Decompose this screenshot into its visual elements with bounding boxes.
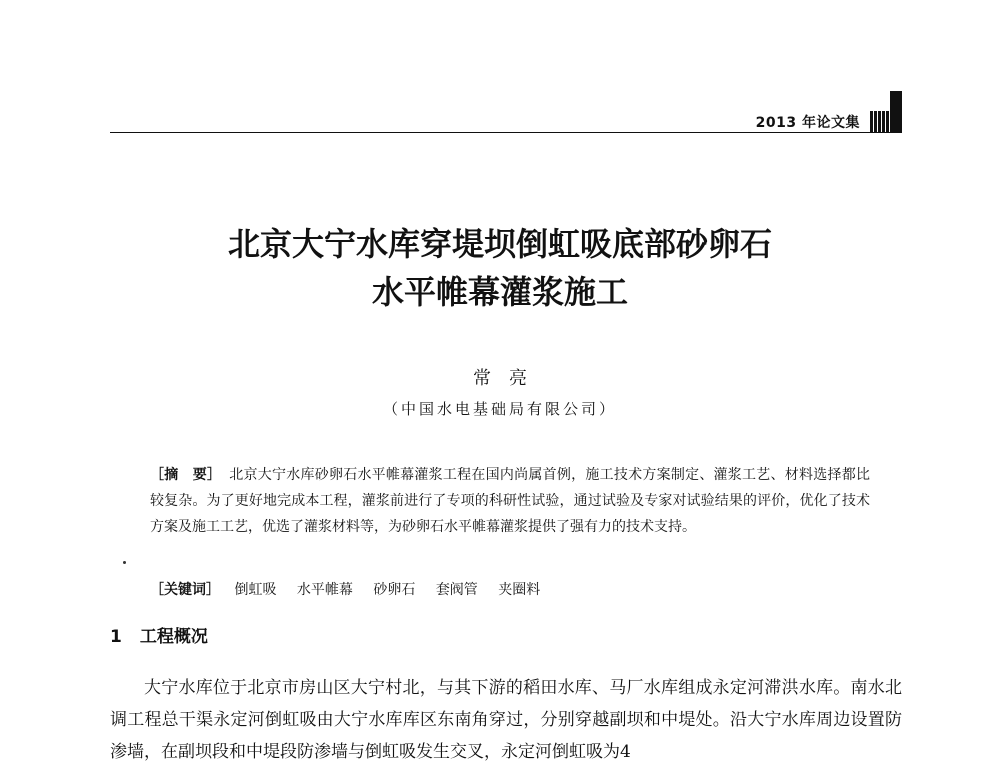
section-heading (110, 622, 208, 647)
author-name: 常亮 (473, 368, 545, 389)
section-title: 工程概况 (139, 627, 208, 647)
abstract-label: ［摘 要］ (150, 467, 222, 483)
keyword-item: 倒虹吸 (234, 582, 277, 598)
keywords (150, 579, 870, 601)
section-number: 1 (110, 627, 122, 647)
body-paragraph: 大宁水库位于北京市房山区大宁村北，与其下游的稻田水库、马厂水库组成永定河滞洪水库。南水北调工程总干渠永定河倒虹吸由大宁水库库区东南角穿过，分别穿越副坝和中堤处。沿大宁水库周边设置防渗墙，在副坝段和中堤段防渗墙与倒虹吸发生交叉，永定河倒虹吸为4 (110, 678, 902, 762)
scan-speck (123, 561, 126, 564)
keyword-item: 水平帷幕 (296, 582, 353, 598)
author-affiliation: （中国水电基础局有限公司） (382, 400, 617, 418)
abstract-text: 北京大宁水库砂卵石水平帷幕灌浆工程在国内尚属首例，施工技术方案制定、灌浆工艺、材料选择都比较复杂。为了更好地完成本工程，灌浆前进行了专项的科研性试验，通过试验及专家对试验结果的评价，优化了技术方案及施工工艺，优选了灌浆材料等，为砂卵石水平帷幕灌浆提供了强有力的技术支持。 (150, 467, 871, 535)
abstract (150, 462, 870, 540)
running-head: 2013 年论文集 (755, 115, 860, 131)
header-rule (110, 132, 902, 133)
paper-title (0, 220, 1000, 316)
keyword-item: 夹圈料 (498, 582, 541, 598)
keywords-label: ［关键词］ (150, 582, 220, 598)
header-corner-mark (870, 91, 902, 133)
paper-title-line-1: 北京大宁水库穿堤坝倒虹吸底部砂卵石 (227, 225, 772, 263)
keyword-item: 砂卵石 (373, 582, 416, 598)
paper-title-line-2: 水平帷幕灌浆施工 (371, 273, 628, 311)
keyword-item: 套阀管 (435, 582, 478, 598)
header-block-mark (870, 111, 892, 133)
